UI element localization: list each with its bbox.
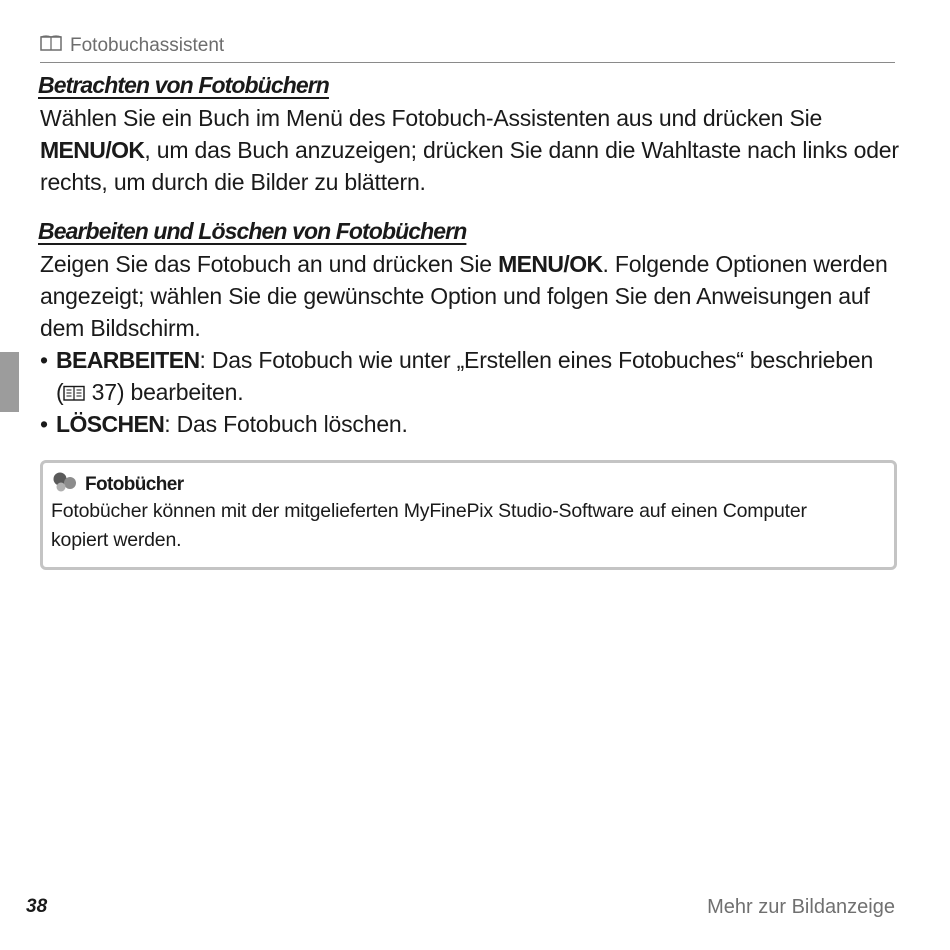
- bullet-text-edit: : Das Fotobuch wie unter „Erstellen eines Fotobuches“ beschrieben: [199, 347, 874, 373]
- section1-text-1: Wählen Sie ein Buch im Menü des Fotobuch-Assistenten aus und drücken Sie: [40, 105, 823, 131]
- bullet-reference: ( 37) bearbeiten.: [56, 379, 244, 405]
- bullet-item-delete: [40, 408, 900, 440]
- tip-header: [51, 471, 184, 499]
- section2-paragraph: [40, 248, 900, 344]
- section1-text-2: , um das Buch anzuzeigen; drücken Sie dann die Wahltaste nach links oder rechts, um durch die Bilder zu blättern.: [40, 137, 899, 195]
- bullet-dot: •: [40, 347, 48, 373]
- tip-box: [40, 460, 897, 570]
- section1-paragraph: [40, 102, 900, 198]
- bullet-term-edit: BEARBEITEN: [56, 347, 200, 373]
- section2-text-2: . Folgende Optionen werden angezeigt; wählen Sie die gewünschte Option und folgen Sie den Anweisungen auf dem Bildschirm.: [40, 251, 888, 341]
- section-heading-editing: Bearbeiten und Löschen von Fotobüchern: [38, 218, 467, 244]
- bullet-text-delete: : Das Fotobuch löschen.: [164, 411, 408, 437]
- page-number: 38: [26, 896, 48, 917]
- book-icon: [40, 35, 62, 57]
- running-header: [40, 30, 895, 63]
- footer-title: Mehr zur Bildanzeige: [707, 896, 895, 918]
- book-reference-icon: [63, 377, 85, 393]
- tip-text: Fotobücher können mit der mitgelieferten MyFinePix Studio-Software auf einen Computer kopiert werden.: [51, 500, 807, 551]
- bullet-item-edit: [40, 344, 900, 408]
- tip-icon: [51, 471, 79, 499]
- bullet-term-delete: LÖSCHEN: [56, 411, 165, 437]
- tip-title: Fotobücher: [85, 474, 184, 495]
- section-heading-viewing: Betrachten von Fotobüchern: [38, 72, 329, 98]
- chapter-tab: [0, 352, 19, 412]
- menu-ok-label: MENU/OK: [498, 251, 603, 277]
- bullet-dot: •: [40, 411, 48, 437]
- header-title: Fotobuchassistent: [70, 35, 225, 56]
- menu-ok-label: MENU/OK: [40, 137, 145, 163]
- section2-text-1: Zeigen Sie das Fotobuch an und drücken Sie: [40, 251, 499, 277]
